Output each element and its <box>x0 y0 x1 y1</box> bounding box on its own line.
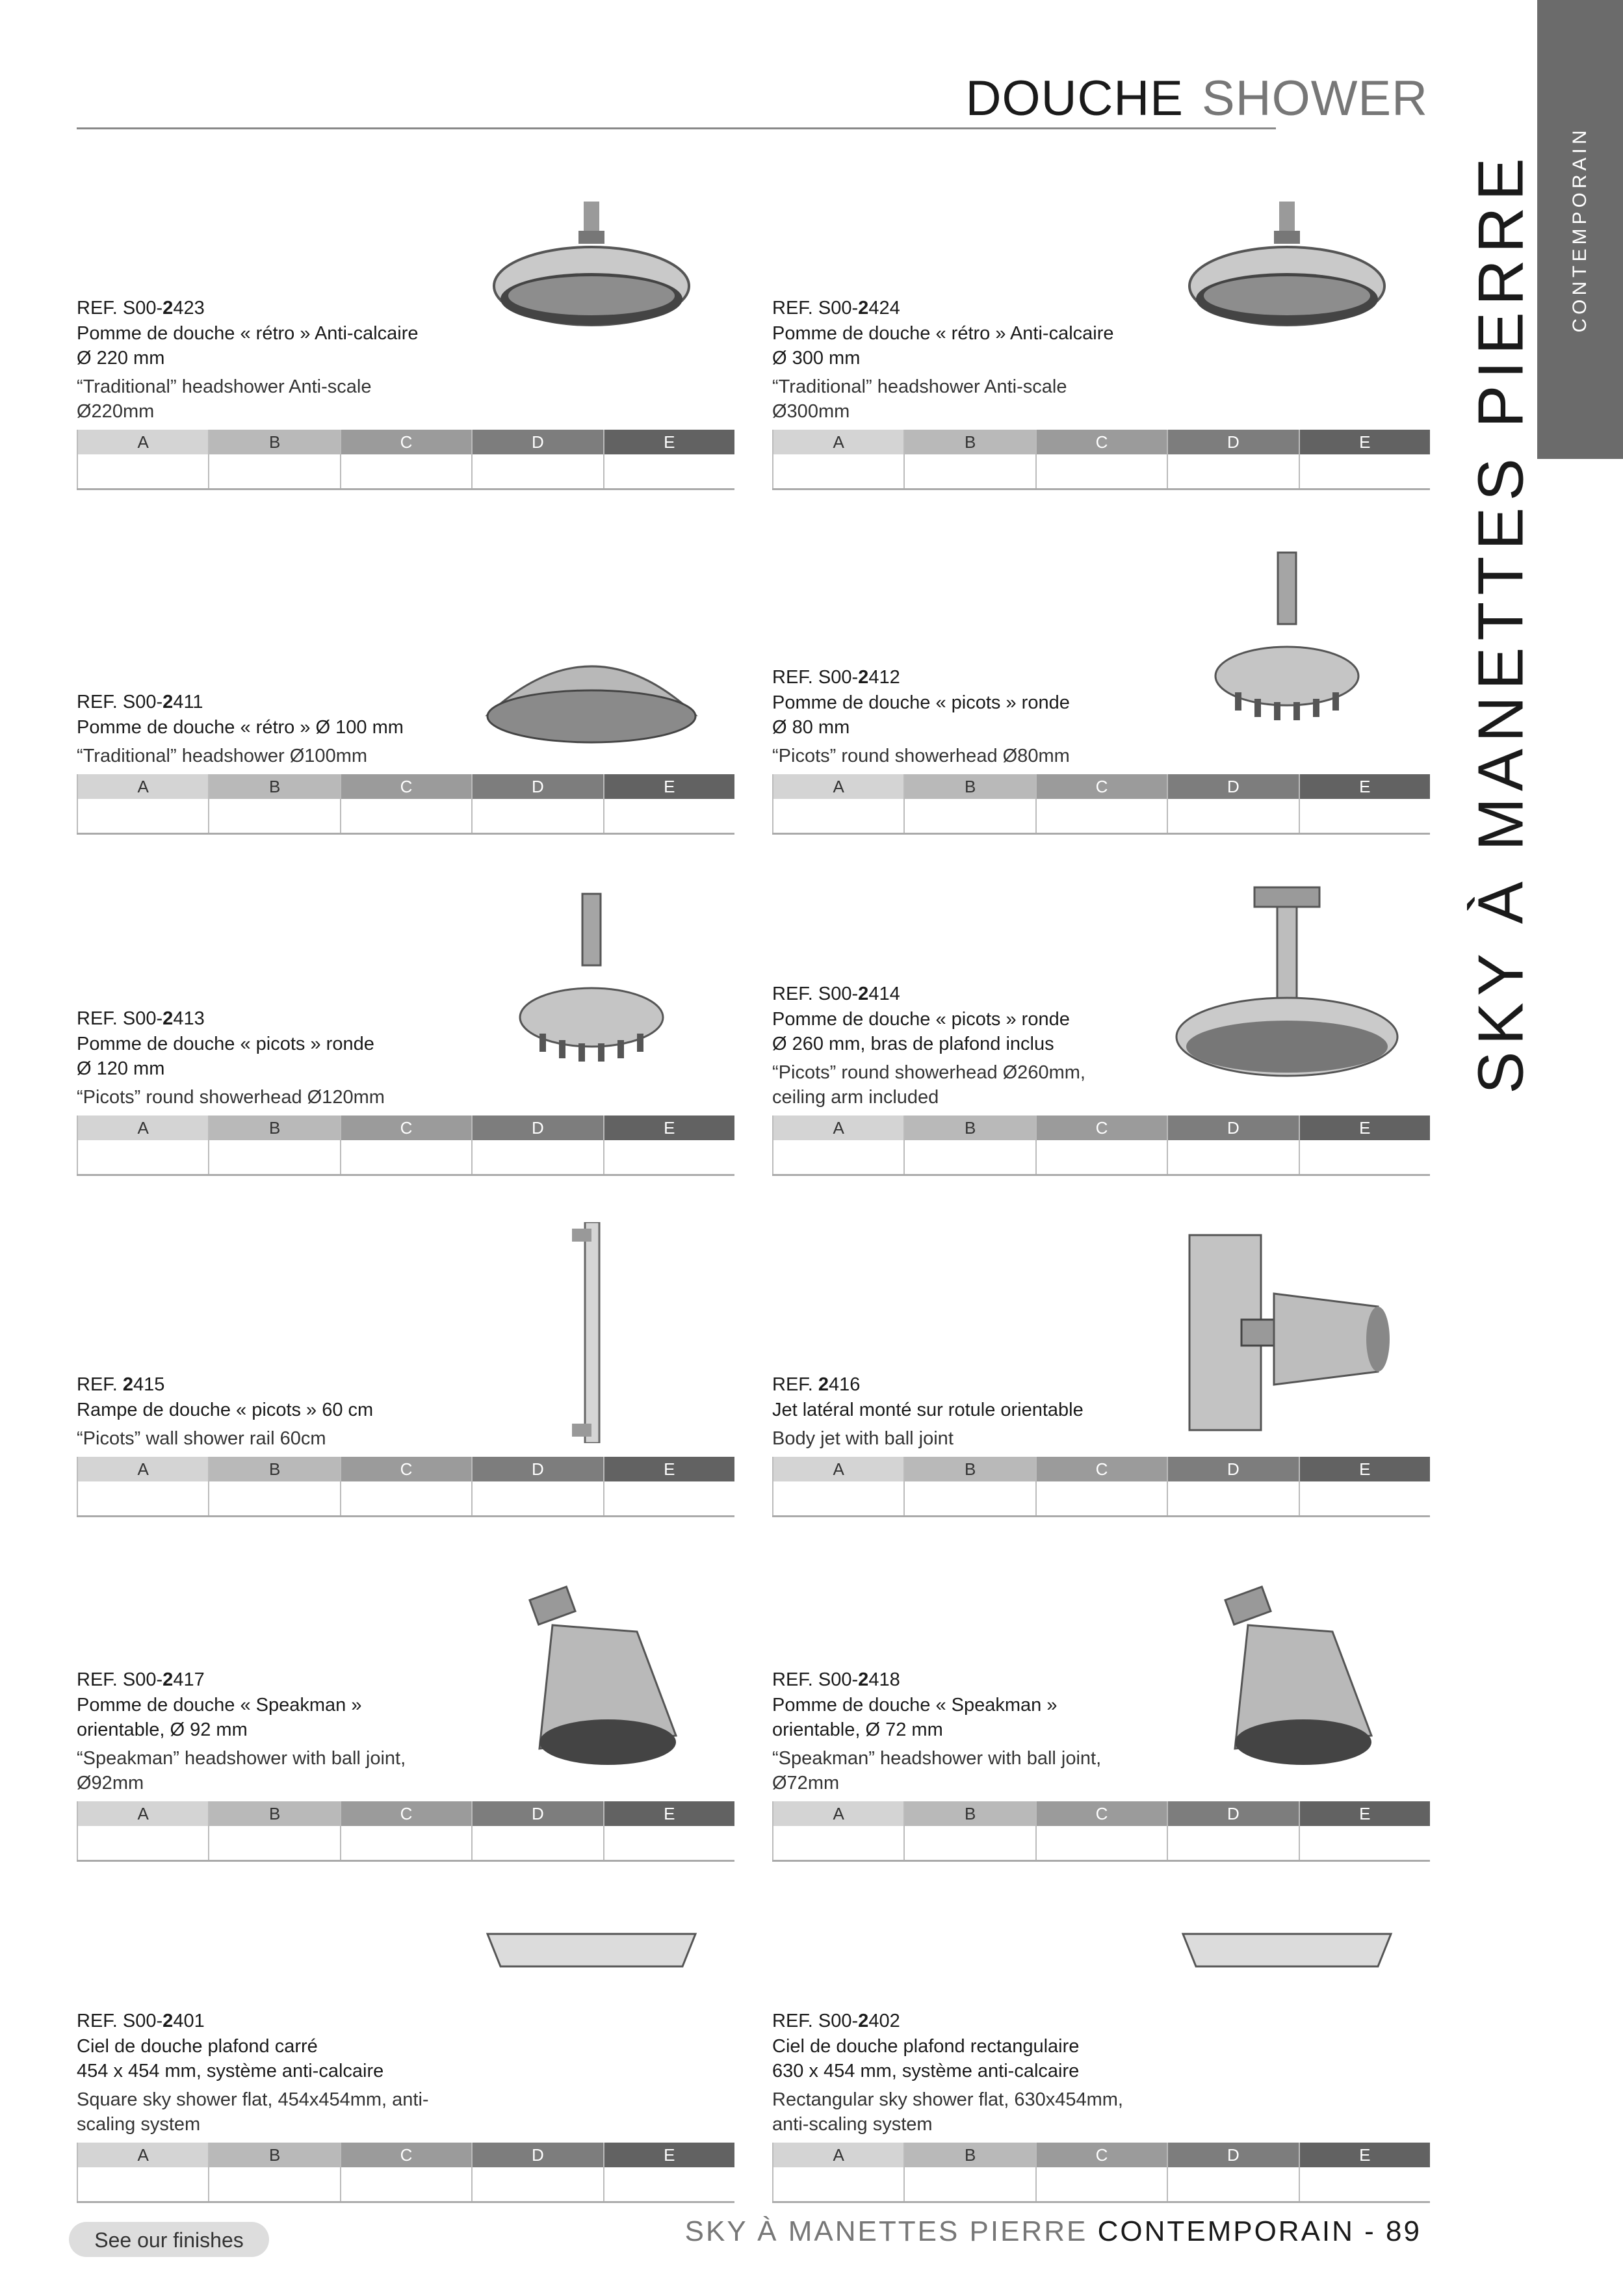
finish-cell <box>903 1115 1035 1174</box>
finish-cell <box>340 1115 471 1174</box>
finish-cell <box>77 774 208 833</box>
finish-column-header: B <box>209 1115 339 1140</box>
product-ref: REF. S00-2413 <box>77 1008 205 1029</box>
finish-cell <box>1299 1115 1430 1174</box>
side-tab-label: CONTEMPORAIN <box>1569 126 1591 333</box>
product-description-en: “Picots” round showerhead Ø80mm <box>772 746 1070 766</box>
product-card <box>772 540 1430 845</box>
finish-column-header: B <box>905 1801 1035 1826</box>
finish-table <box>77 1801 734 1862</box>
product-ref: REF. 2416 <box>772 1374 861 1395</box>
finish-cell <box>1299 1801 1430 1860</box>
finish-cell <box>1167 774 1298 833</box>
finish-column-header: C <box>341 1115 471 1140</box>
product-ref: REF. S00-2402 <box>772 2011 900 2031</box>
finish-table <box>77 2143 734 2203</box>
finish-table <box>772 1115 1430 1176</box>
product-card <box>77 540 734 845</box>
finish-cell <box>603 1115 734 1174</box>
product-text <box>772 664 1188 768</box>
finish-cell <box>208 1801 339 1860</box>
page-title-fr: DOUCHE <box>965 71 1184 126</box>
finish-column-header: A <box>773 430 903 454</box>
product-card <box>77 881 734 1186</box>
retro-headshower-icon <box>1170 195 1404 416</box>
product-card <box>77 1567 734 1872</box>
finish-column-header: A <box>78 1115 208 1140</box>
finish-cell <box>340 1801 471 1860</box>
product-ref: REF. S00-2424 <box>772 298 900 319</box>
finish-cell <box>208 774 339 833</box>
product-card <box>772 1222 1430 1528</box>
finish-column-header: D <box>1168 774 1298 799</box>
finish-column-header: D <box>1168 2143 1298 2167</box>
product-text <box>77 2008 493 2137</box>
finish-column-header: B <box>905 1457 1035 1481</box>
finish-table <box>77 430 734 490</box>
finish-cell <box>1299 1457 1430 1515</box>
finish-column-header: A <box>773 774 903 799</box>
product-text <box>772 2008 1188 2137</box>
product-text <box>77 1667 493 1795</box>
finish-column-header: A <box>773 1457 903 1481</box>
product-text <box>772 981 1188 1110</box>
finish-cell <box>1299 430 1430 488</box>
finish-cell <box>77 1801 208 1860</box>
finish-cell <box>772 1457 903 1515</box>
finish-column-header: E <box>1300 430 1430 454</box>
finish-column-header: C <box>1037 1801 1167 1826</box>
vertical-title <box>1464 151 1537 1094</box>
speakman-headshower-icon <box>474 1567 708 1788</box>
finish-cell <box>903 430 1035 488</box>
footer-collection: SKY À MANETTES PIERRE <box>684 2215 1088 2247</box>
product-text <box>77 295 493 424</box>
finish-column-header: E <box>604 774 734 799</box>
product-description-en: Rectangular sky shower flat, 630x454mm, anti-scaling system <box>772 2089 1123 2135</box>
finish-cell <box>340 430 471 488</box>
finish-column-header: E <box>1300 774 1430 799</box>
finish-column-header: C <box>1037 774 1167 799</box>
finish-cell <box>1299 774 1430 833</box>
picots-showerhead-icon <box>1170 540 1404 761</box>
picots-showerhead-icon <box>474 881 708 1102</box>
finish-cell <box>603 430 734 488</box>
finish-cell <box>471 1457 603 1515</box>
finish-cell <box>471 1801 603 1860</box>
finish-column-header: A <box>773 2143 903 2167</box>
finish-cell <box>772 1801 903 1860</box>
product-card <box>772 195 1430 501</box>
finish-column-header: A <box>773 1115 903 1140</box>
finish-cell <box>1167 430 1298 488</box>
product-description-en: “Picots” wall shower rail 60cm <box>77 1428 326 1449</box>
finish-cell <box>471 774 603 833</box>
finish-column-header: C <box>1037 1457 1167 1481</box>
product-ref: REF. S00-2412 <box>772 667 900 688</box>
finish-cell <box>603 1457 734 1515</box>
finish-cell <box>208 1457 339 1515</box>
finish-cell <box>77 1457 208 1515</box>
finish-cell <box>1167 1457 1298 1515</box>
finish-table <box>772 774 1430 835</box>
product-ref: REF. S00-2411 <box>77 692 203 712</box>
finish-cell <box>772 430 903 488</box>
product-ref: REF. S00-2418 <box>772 1669 900 1690</box>
finish-cell <box>1167 1115 1298 1174</box>
product-description-en: “Traditional” headshower Anti-scale Ø300mm <box>772 376 1067 422</box>
finish-cell <box>603 774 734 833</box>
product-description-fr: Rampe de douche « picots » 60 cm <box>77 1400 374 1420</box>
finish-column-header: A <box>78 774 208 799</box>
finish-table <box>772 430 1430 490</box>
finish-column-header: C <box>341 2143 471 2167</box>
product-description-fr: Pomme de douche « picots » ronde Ø 120 mm <box>77 1034 374 1079</box>
product-description-fr: Pomme de douche « rétro » Anti-calcaire Ø 300 mm <box>772 323 1114 369</box>
product-card <box>772 1567 1430 1872</box>
product-ref: REF. S00-2417 <box>77 1669 205 1690</box>
product-description-fr: Pomme de douche « picots » ronde Ø 80 mm <box>772 692 1070 738</box>
product-ref: REF. S00-2414 <box>772 984 900 1004</box>
product-description-fr: Ciel de douche plafond carré 454 x 454 mm, système anti-calcaire <box>77 2036 384 2081</box>
finish-cell <box>903 1801 1035 1860</box>
finish-table <box>77 774 734 835</box>
shower-rail-icon <box>474 1222 708 1443</box>
page-title <box>966 70 1428 127</box>
product-description-fr: Pomme de douche « picots » ronde Ø 260 mm, bras de plafond inclus <box>772 1009 1070 1054</box>
product-description-en: “Picots” round showerhead Ø260mm, ceiling arm included <box>772 1062 1085 1108</box>
product-description-en: “Speakman” headshower with ball joint, Ø92mm <box>77 1748 406 1794</box>
finish-cell <box>77 1115 208 1174</box>
product-card <box>77 1908 734 2213</box>
finish-table <box>77 1115 734 1176</box>
product-text <box>77 689 493 768</box>
finish-column-header: C <box>1037 2143 1167 2167</box>
sky-shower-flat-icon <box>1170 1908 1404 2129</box>
finish-column-header: B <box>905 774 1035 799</box>
page-number: - 89 <box>1364 2215 1422 2247</box>
footer-range: CONTEMPORAIN <box>1097 2215 1355 2247</box>
finish-column-header: A <box>78 430 208 454</box>
finish-column-header: E <box>1300 1457 1430 1481</box>
sky-shower-flat-icon <box>474 1908 708 2129</box>
finish-column-header: D <box>473 1801 603 1826</box>
finish-column-header: E <box>604 1801 734 1826</box>
product-card <box>77 195 734 501</box>
finish-cell <box>471 1115 603 1174</box>
product-text <box>77 1006 493 1110</box>
finish-column-header: B <box>209 1457 339 1481</box>
page-footer <box>685 2215 1422 2248</box>
finish-table <box>77 1457 734 1517</box>
product-ref: REF. S00-2401 <box>77 2011 205 2031</box>
finish-column-header: A <box>78 2143 208 2167</box>
finish-cell <box>772 774 903 833</box>
finish-column-header: C <box>341 1801 471 1826</box>
finish-cell <box>1035 774 1167 833</box>
finish-cell <box>1035 1115 1167 1174</box>
finish-cell <box>1035 430 1167 488</box>
product-ref: REF. S00-2423 <box>77 298 205 319</box>
finish-column-header: E <box>1300 2143 1430 2167</box>
finish-column-header: C <box>1037 430 1167 454</box>
finish-cell <box>471 2143 603 2201</box>
finish-cell <box>208 2143 339 2201</box>
finish-column-header: E <box>1300 1801 1430 1826</box>
product-text <box>77 1372 493 1451</box>
product-description-fr: Pomme de douche « Speakman » orientable, Ø 72 mm <box>772 1695 1058 1740</box>
finish-cell <box>1299 2143 1430 2201</box>
finish-column-header: D <box>1168 1115 1298 1140</box>
finish-column-header: E <box>604 430 734 454</box>
finish-column-header: C <box>341 1457 471 1481</box>
see-finishes-button[interactable]: See our finishes <box>69 2222 269 2257</box>
body-jet-icon <box>1170 1222 1404 1443</box>
finish-column-header: B <box>905 430 1035 454</box>
product-description-fr: Ciel de douche plafond rectangulaire 630 x 454 mm, système anti-calcaire <box>772 2036 1080 2081</box>
finish-column-header: E <box>1300 1115 1430 1140</box>
page-title-en: SHOWER <box>1202 71 1428 126</box>
product-text <box>772 295 1188 424</box>
finish-column-header: E <box>604 1457 734 1481</box>
ceiling-showerhead-icon <box>1170 881 1404 1102</box>
dome-headshower-icon <box>474 540 708 761</box>
speakman-headshower-icon <box>1170 1567 1404 1788</box>
finish-cell <box>1035 2143 1167 2201</box>
header-divider <box>77 127 1276 129</box>
product-description-en: Square sky shower flat, 454x454mm, anti- scaling system <box>77 2089 429 2135</box>
finish-cell <box>77 430 208 488</box>
product-card <box>77 1222 734 1528</box>
finish-cell <box>1167 1801 1298 1860</box>
product-description-en: “Picots” round showerhead Ø120mm <box>77 1087 385 1108</box>
finish-cell <box>772 2143 903 2201</box>
finish-column-header: D <box>1168 1801 1298 1826</box>
product-text <box>772 1372 1188 1451</box>
finish-column-header: D <box>473 430 603 454</box>
finish-cell <box>1167 2143 1298 2201</box>
product-description-en: “Traditional” headshower Anti-scale Ø220mm <box>77 376 372 422</box>
finish-column-header: E <box>604 2143 734 2167</box>
product-description-fr: Jet latéral monté sur rotule orientable <box>772 1400 1084 1420</box>
side-tab <box>1537 0 1623 459</box>
finish-cell <box>603 1801 734 1860</box>
product-ref: REF. 2415 <box>77 1374 165 1395</box>
product-description-fr: Pomme de douche « Speakman » orientable, Ø 92 mm <box>77 1695 362 1740</box>
finish-column-header: C <box>341 430 471 454</box>
finish-column-header: B <box>209 2143 339 2167</box>
finish-cell <box>903 1457 1035 1515</box>
product-card <box>772 881 1430 1186</box>
finish-column-header: A <box>78 1801 208 1826</box>
finish-cell <box>340 2143 471 2201</box>
finish-cell <box>903 774 1035 833</box>
product-description-en: “Traditional” headshower Ø100mm <box>77 746 368 766</box>
retro-headshower-icon <box>474 195 708 416</box>
finish-cell <box>208 430 339 488</box>
finish-cell <box>903 2143 1035 2201</box>
collection-title: SKY À MANETTES PIERRE <box>1464 151 1537 1094</box>
finish-cell <box>772 1115 903 1174</box>
product-description-en: Body jet with ball joint <box>772 1428 954 1449</box>
finish-table <box>772 1801 1430 1862</box>
finish-column-header: B <box>209 774 339 799</box>
product-description-fr: Pomme de douche « rétro » Anti-calcaire Ø 220 mm <box>77 323 419 369</box>
finish-cell <box>77 2143 208 2201</box>
product-description-en: “Speakman” headshower with ball joint, Ø72mm <box>772 1748 1102 1794</box>
finish-column-header: A <box>78 1457 208 1481</box>
finish-cell <box>603 2143 734 2201</box>
finish-column-header: B <box>209 430 339 454</box>
finish-table <box>772 2143 1430 2203</box>
finish-column-header: D <box>473 1115 603 1140</box>
finish-column-header: A <box>773 1801 903 1826</box>
finish-column-header: C <box>1037 1115 1167 1140</box>
product-text <box>772 1667 1188 1795</box>
finish-column-header: D <box>473 2143 603 2167</box>
finish-column-header: C <box>341 774 471 799</box>
finish-cell <box>340 1457 471 1515</box>
finish-cell <box>471 430 603 488</box>
finish-column-header: B <box>209 1801 339 1826</box>
finish-cell <box>208 1115 339 1174</box>
finish-column-header: D <box>473 774 603 799</box>
finish-cell <box>340 774 471 833</box>
finish-cell <box>1035 1801 1167 1860</box>
finish-table <box>772 1457 1430 1517</box>
finish-column-header: B <box>905 2143 1035 2167</box>
finish-column-header: D <box>473 1457 603 1481</box>
finish-column-header: B <box>905 1115 1035 1140</box>
finish-cell <box>1035 1457 1167 1515</box>
product-description-fr: Pomme de douche « rétro » Ø 100 mm <box>77 717 404 738</box>
finish-column-header: E <box>604 1115 734 1140</box>
product-card <box>772 1908 1430 2213</box>
finish-column-header: D <box>1168 430 1298 454</box>
finish-column-header: D <box>1168 1457 1298 1481</box>
